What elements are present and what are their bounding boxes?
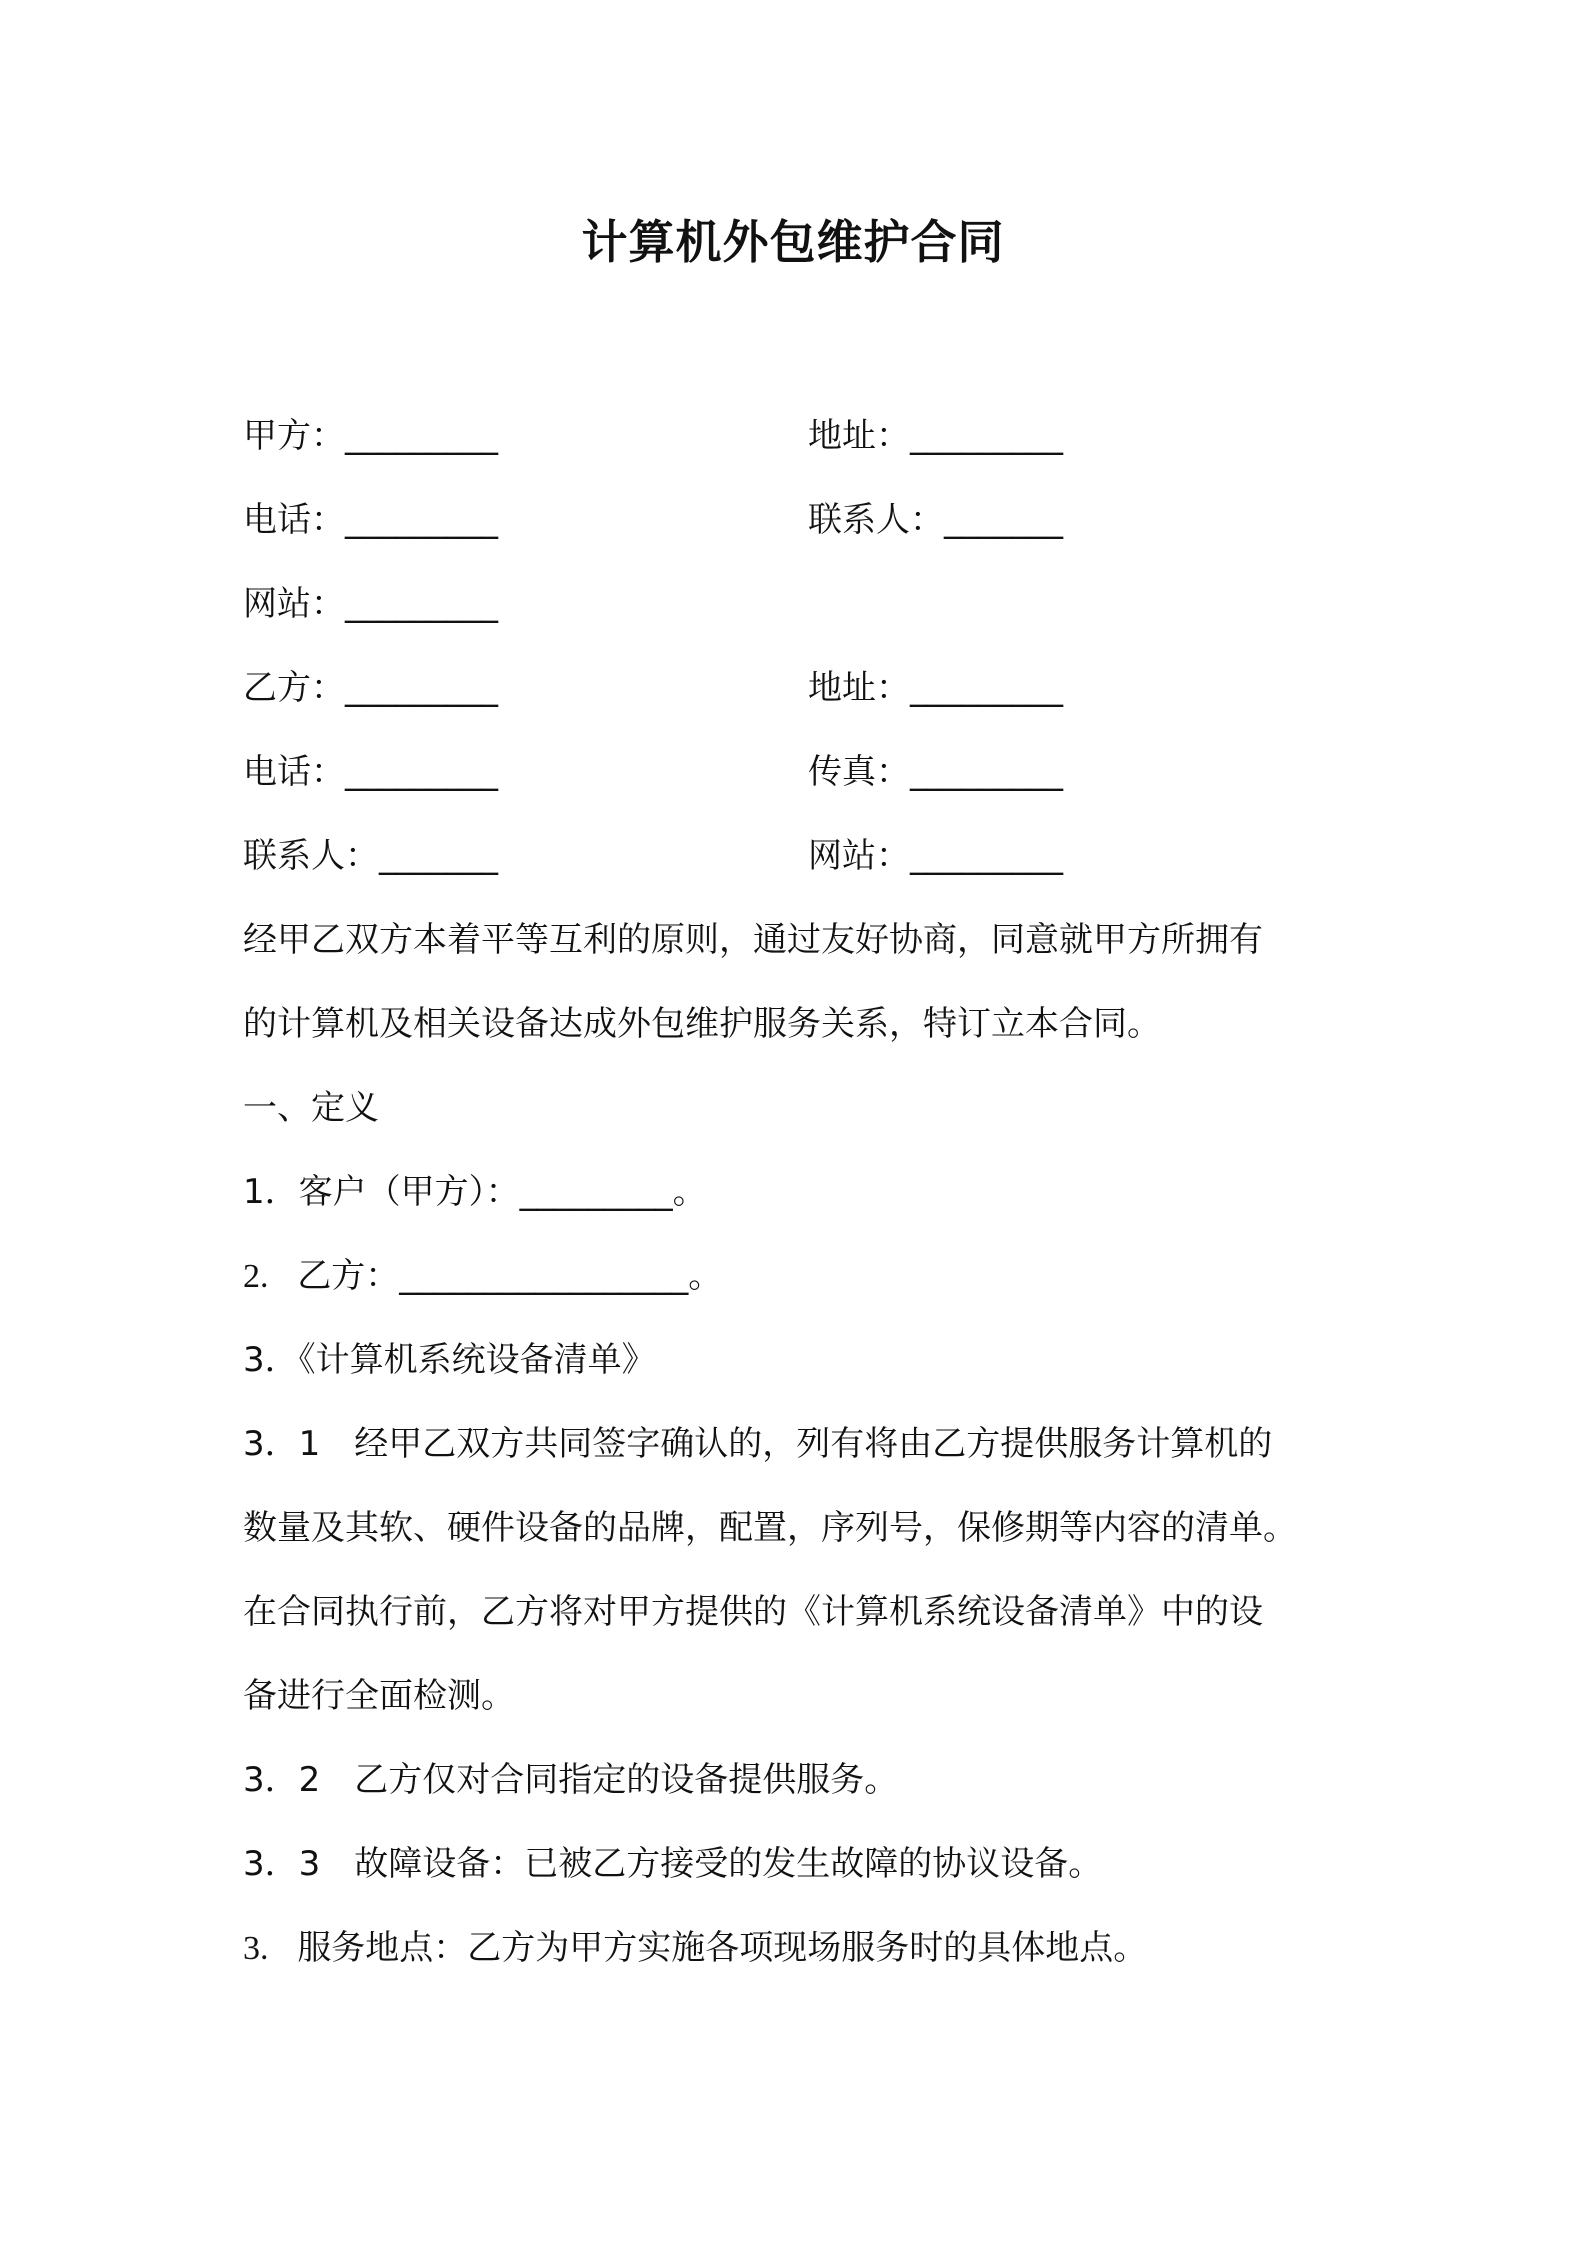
party-a-address-field: 地址：_________ xyxy=(808,416,1063,456)
party-a-name-field: 甲方：_________ xyxy=(243,416,498,456)
party-b-address-field: 地址：_________ xyxy=(808,668,1063,708)
definition-item-3: 3．《计算机系统设备清单》 xyxy=(243,1340,656,1380)
document-title: 计算机外包维护合同 xyxy=(581,215,1005,269)
definition-item-2 xyxy=(243,1254,722,1299)
party-b-fax-field: 传真：_________ xyxy=(808,752,1063,792)
definition-item-3-1-line-3: 在合同执行前，乙方将对甲方提供的《计算机系统设备清单》中的设 xyxy=(243,1592,1263,1632)
definition-item-3-1-line-1: 3．1 经甲乙双方共同签字确认的，列有将由乙方提供服务计算机的 xyxy=(243,1424,1273,1464)
intro-paragraph-line-2: 的计算机及相关设备达成外包维护服务关系，特订立本合同。 xyxy=(243,1004,1161,1044)
party-b-contact-field: 联系人：_______ xyxy=(243,836,498,876)
party-b-name-field: 乙方：_________ xyxy=(243,668,498,708)
definition-item-4-number: 3. xyxy=(243,1930,269,1967)
party-a-website-field: 网站：_________ xyxy=(243,584,498,624)
definition-item-2-number: 2. xyxy=(243,1258,269,1295)
definition-item-4-text: 服务地点：乙方为甲方实施各项现场服务时的具体地点。 xyxy=(297,1928,1148,1968)
section-1-heading: 一、定义 xyxy=(243,1088,379,1128)
definition-item-3-3: 3．3 故障设备：已被乙方接受的发生故障的协议设备。 xyxy=(243,1844,1103,1884)
definition-item-3-1-line-4: 备进行全面检测。 xyxy=(243,1676,515,1716)
party-b-website-field: 网站：_________ xyxy=(808,836,1063,876)
party-a-phone-field: 电话：_________ xyxy=(243,500,498,540)
party-a-contact-field: 联系人：_______ xyxy=(808,500,1063,540)
definition-item-3-2: 3．2 乙方仅对合同指定的设备提供服务。 xyxy=(243,1760,899,1800)
definition-item-4 xyxy=(243,1926,1147,1971)
definition-item-3-1-line-2: 数量及其软、硬件设备的品牌，配置，序列号，保修期等内容的清单。 xyxy=(243,1508,1297,1548)
definition-item-1: 1．客户（甲方）：_________。 xyxy=(243,1172,707,1212)
definition-item-2-text: 乙方：_________________。 xyxy=(297,1256,723,1296)
party-b-phone-field: 电话：_________ xyxy=(243,752,498,792)
intro-paragraph-line-1: 经甲乙双方本着平等互利的原则，通过友好协商，同意就甲方所拥有 xyxy=(243,920,1263,960)
